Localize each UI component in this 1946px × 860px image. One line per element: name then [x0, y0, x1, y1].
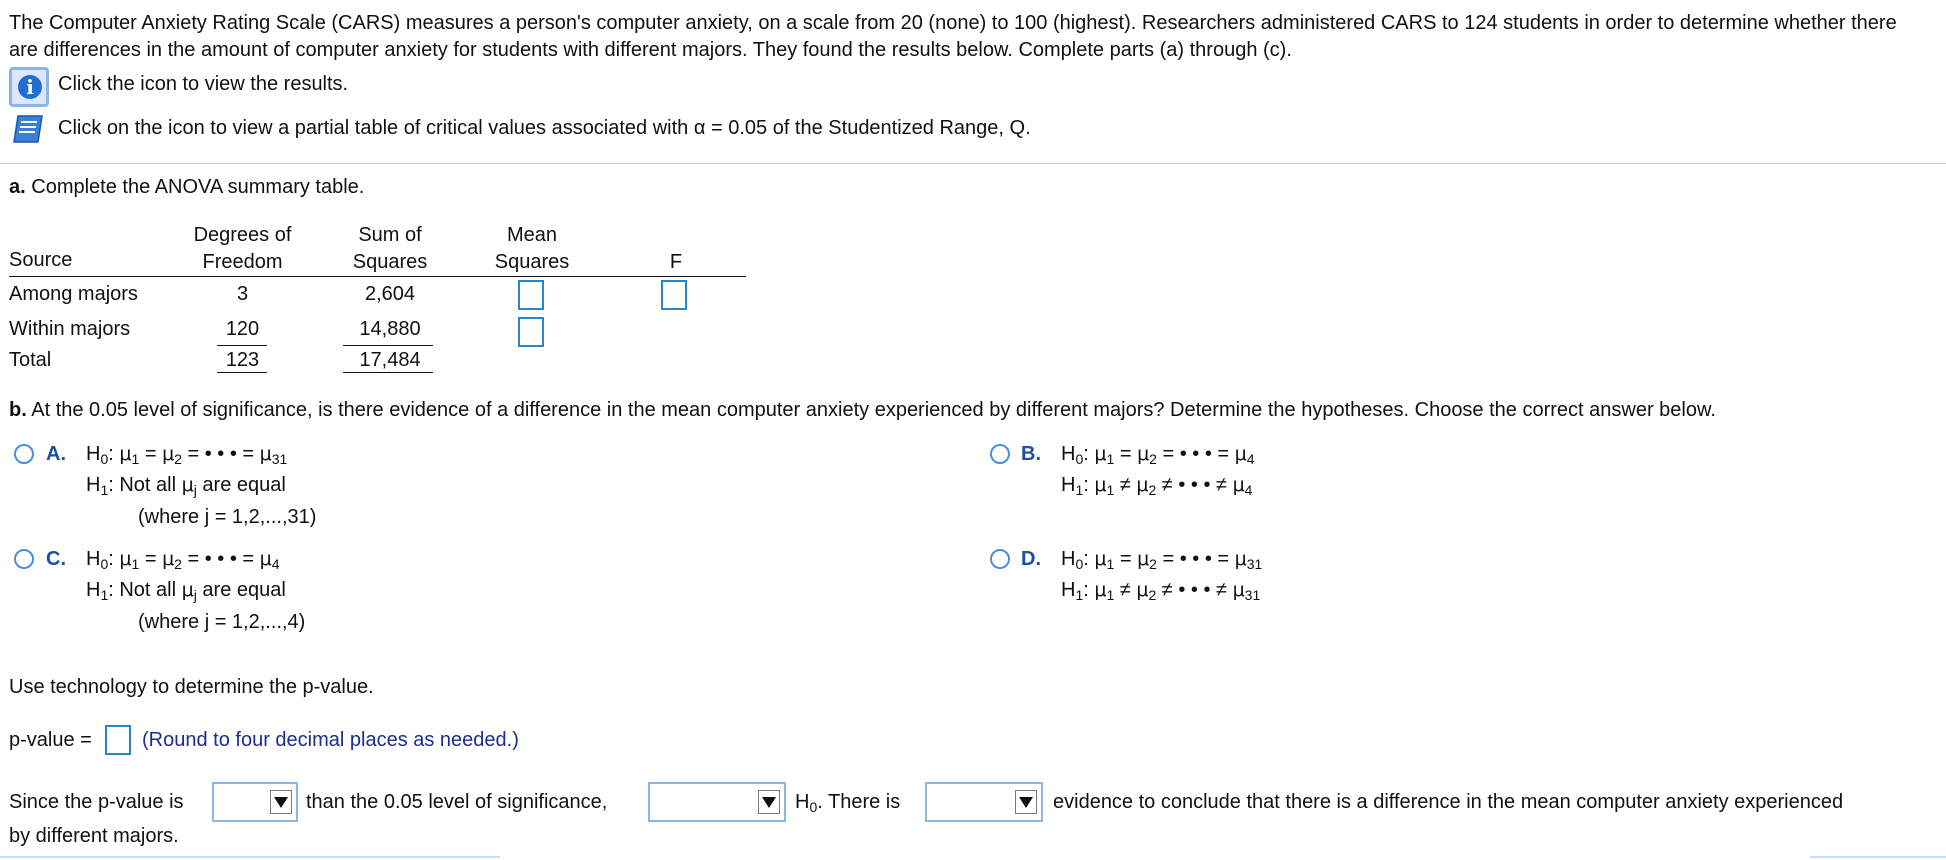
option-a-letter: A. — [46, 443, 66, 465]
dropdown-arrow-icon — [270, 790, 292, 814]
book-icon[interactable] — [12, 114, 44, 144]
option-a-h1: $H_1$: Not all $\mu_j$ are equal — [86, 474, 286, 498]
ss-total-rule — [343, 345, 433, 346]
book-icon-text: Click on the icon to view a partial table of critical values associated with α = 0.05 of the Studentized Range, Q. — [58, 117, 1031, 139]
conclusion-text-2: than the 0.05 level of significance, — [306, 791, 608, 813]
header-source: Source — [9, 249, 73, 271]
row-within-source: Within majors — [9, 318, 131, 340]
comparison-dropdown[interactable] — [212, 782, 298, 822]
evidence-dropdown[interactable] — [925, 782, 1043, 822]
part-a-prompt: a. Complete the ANOVA summary table. — [9, 176, 365, 198]
option-c-radio[interactable] — [14, 549, 34, 569]
pvalue-hint: (Round to four decimal places as needed.) — [142, 729, 519, 751]
option-c-h0: $H_0$: $\mu_1 = \mu_2$ = • • • = $\mu_4$ — [86, 548, 280, 572]
df-total-rule — [217, 345, 267, 346]
row-among-df: 3 — [236, 283, 249, 305]
option-a-radio[interactable] — [14, 444, 34, 464]
dropdown-arrow-icon — [758, 790, 780, 814]
info-icon-text: Click the icon to view the results. — [58, 73, 349, 95]
option-b-letter: B. — [1021, 443, 1041, 465]
option-a-where: (where j = 1,2,...,31) — [138, 506, 317, 528]
dropdown-arrow-icon — [1015, 790, 1037, 814]
option-d-letter: D. — [1021, 548, 1041, 570]
ss-total-underline — [343, 372, 433, 373]
header-ss: Sum of Squares — [352, 224, 428, 273]
row-total-df: 123 — [225, 349, 260, 371]
conclusion-text-3: $H_0$. There is — [795, 791, 901, 815]
option-c-letter: C. — [46, 548, 66, 570]
option-b-radio[interactable] — [990, 444, 1010, 464]
row-among-source: Among majors — [9, 283, 138, 305]
header-ms: Mean Squares — [494, 224, 570, 273]
row-total-source: Total — [9, 349, 52, 371]
table-header-rule — [9, 276, 746, 277]
row-total-ss: 17,484 — [359, 349, 421, 371]
among-ms-input[interactable] — [518, 280, 544, 310]
option-b-h1: $H_1$: $\mu_1 \ne \mu_2$ ≠ • • • ≠ $\mu_4$ — [1061, 474, 1253, 498]
row-within-ss: 14,880 — [359, 318, 421, 340]
problem-statement: The Computer Anxiety Rating Scale (CARS) measures a person's computer anxiety, on a scale from 20 (none) to 100 (highest). Researchers administered CARS to 124 students in order to determine whether there are differences in the amount of computer anxiety for students with different majors. They found the results below. Complete parts (a) through (c). — [9, 12, 1897, 61]
option-c-where: (where j = 1,2,...,4) — [138, 611, 306, 633]
decision-dropdown[interactable] — [648, 782, 786, 822]
conclusion-text-4: evidence to conclude that there is a difference in the mean computer anxiety experienced — [1053, 791, 1844, 813]
among-f-input[interactable] — [661, 280, 687, 310]
info-glyph-icon: i — [18, 75, 42, 99]
conclusion-text-1: Since the p-value is — [9, 791, 184, 813]
option-b-h0: $H_0$: $\mu_1 = \mu_2$ = • • • = $\mu_4$ — [1061, 443, 1255, 467]
option-d-h0: $H_0$: $\mu_1 = \mu_2$ = • • • = $\mu_{31}$ — [1061, 548, 1263, 572]
pvalue-label: p-value = — [9, 729, 92, 751]
option-a-h0: $H_0$: $\mu_1 = \mu_2$ = • • • = $\mu_{31}$ — [86, 443, 288, 467]
part-b-prompt: b. At the 0.05 level of significance, is there evidence of a difference in the mean computer anxiety experienced by different majors? Determine the hypotheses. Choose the correct answer below. — [9, 399, 1716, 421]
row-within-df: 120 — [225, 318, 260, 340]
pvalue-instruction: Use technology to determine the p-value. — [9, 676, 374, 698]
conclusion-text-5: by different majors. — [9, 825, 179, 847]
pvalue-input[interactable] — [105, 725, 131, 755]
footer-divider-left — [0, 856, 500, 858]
header-df: Degrees of Freedom — [193, 224, 292, 273]
df-total-underline — [217, 372, 267, 373]
info-icon[interactable] — [9, 67, 49, 107]
footer-divider-right — [1810, 856, 1946, 858]
within-ms-input[interactable] — [518, 317, 544, 347]
row-among-ss: 2,604 — [364, 283, 416, 305]
header-f: F — [669, 251, 683, 273]
option-d-h1: $H_1$: $\mu_1 \ne \mu_2$ ≠ • • • ≠ $\mu_{31}$ — [1061, 579, 1261, 603]
option-c-h1: $H_1$: Not all $\mu_j$ are equal — [86, 579, 286, 603]
section-divider — [0, 163, 1946, 164]
option-d-radio[interactable] — [990, 549, 1010, 569]
